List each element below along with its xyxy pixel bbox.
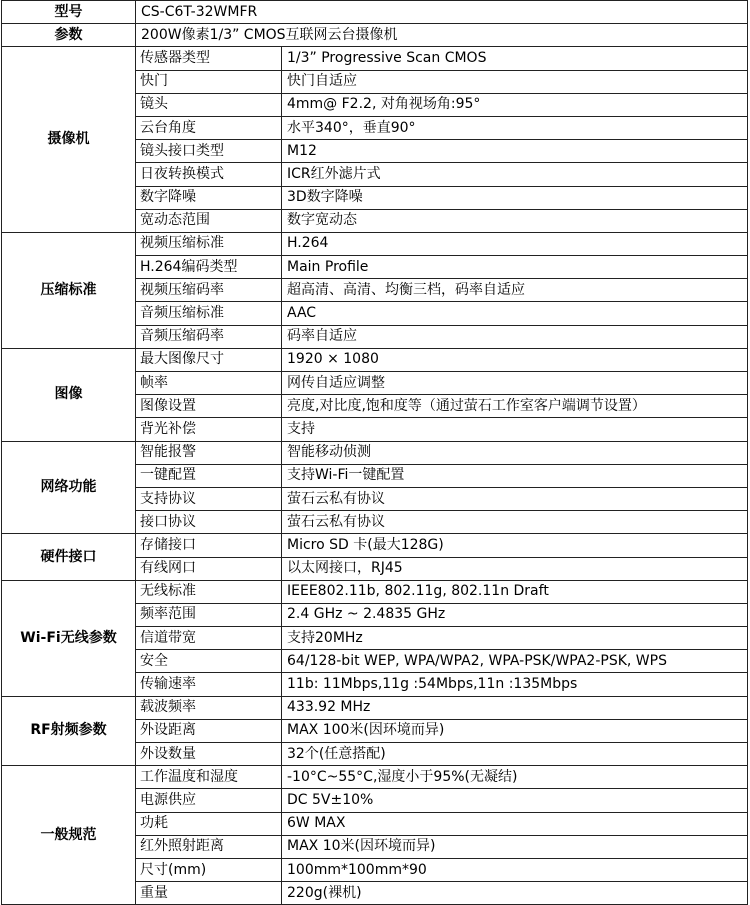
spec-value: M12 — [282, 140, 748, 163]
spec-value: 64/128-bit WEP, WPA/WPA2, WPA-PSK/WPA2-PSK, WPS — [282, 650, 748, 673]
spec-value: MAX 100米(因环境而异) — [282, 719, 748, 742]
spec-row — [2, 441, 748, 464]
spec-key: 最大图像尺寸 — [136, 348, 282, 371]
spec-key: 镜头接口类型 — [136, 140, 282, 163]
spec-key: 外设距离 — [136, 719, 282, 742]
spec-value: 支持20MHz — [282, 627, 748, 650]
spec-value: 100mm*100mm*90 — [282, 858, 748, 881]
spec-key: 接口协议 — [136, 511, 282, 534]
spec-value: 网传自适应调整 — [282, 372, 748, 395]
spec-key: 视频压缩码率 — [136, 279, 282, 302]
spec-key: 载波频率 — [136, 696, 282, 719]
spec-value: 433.92 MHz — [282, 696, 748, 719]
spec-key: 红外照射距离 — [136, 835, 282, 858]
spec-key: 一键配置 — [136, 464, 282, 487]
params-label: 参数 — [2, 24, 136, 47]
params-value: 200W像素1/3” CMOS互联网云台摄像机 — [136, 24, 748, 47]
spec-value: -10°C~55°C,湿度小于95%(无凝结) — [282, 766, 748, 789]
spec-row — [2, 232, 748, 255]
spec-value: 220g(裸机) — [282, 882, 748, 905]
spec-row — [2, 696, 748, 719]
spec-key: 存储接口 — [136, 534, 282, 557]
spec-value: 码率自适应 — [282, 325, 748, 348]
spec-key: 传感器类型 — [136, 47, 282, 70]
spec-value: 1/3” Progressive Scan CMOS — [282, 47, 748, 70]
spec-row — [2, 348, 748, 371]
spec-value: 支持Wi-Fi一键配置 — [282, 464, 748, 487]
section-title: 一般规范 — [2, 766, 136, 905]
spec-table — [1, 0, 748, 905]
spec-row — [2, 47, 748, 70]
section-title: 硬件接口 — [2, 534, 136, 580]
section-title: 图像 — [2, 348, 136, 441]
section-title: RF射频参数 — [2, 696, 136, 766]
spec-key: 数字降噪 — [136, 186, 282, 209]
spec-value: 以太网接口，RJ45 — [282, 557, 748, 580]
spec-row — [2, 580, 748, 603]
spec-key: 镜头 — [136, 93, 282, 116]
spec-value: 数字宽动态 — [282, 209, 748, 232]
section-title: 压缩标准 — [2, 232, 136, 348]
spec-key: 云台角度 — [136, 116, 282, 139]
spec-key: 音频压缩码率 — [136, 325, 282, 348]
spec-key: 帧率 — [136, 372, 282, 395]
spec-key: 安全 — [136, 650, 282, 673]
spec-value: 支持 — [282, 418, 748, 441]
section-title: 摄像机 — [2, 47, 136, 233]
spec-key: H.264编码类型 — [136, 256, 282, 279]
spec-key: 功耗 — [136, 812, 282, 835]
spec-key: 背光补偿 — [136, 418, 282, 441]
spec-value: ICR红外滤片式 — [282, 163, 748, 186]
spec-value: 6W MAX — [282, 812, 748, 835]
spec-key: 快门 — [136, 70, 282, 93]
spec-key: 频率范围 — [136, 603, 282, 626]
spec-key: 音频压缩标准 — [136, 302, 282, 325]
spec-row — [2, 766, 748, 789]
spec-key: 宽动态范围 — [136, 209, 282, 232]
model-label: 型号 — [2, 1, 136, 24]
spec-key: 重量 — [136, 882, 282, 905]
params-row — [2, 24, 748, 47]
spec-value: 智能移动侦测 — [282, 441, 748, 464]
model-value: CS-C6T-32WMFR — [136, 1, 748, 24]
spec-key: 日夜转换模式 — [136, 163, 282, 186]
section-title: 网络功能 — [2, 441, 136, 534]
spec-value: Main Profile — [282, 256, 748, 279]
spec-value: 32个(任意搭配) — [282, 743, 748, 766]
spec-key: 工作温度和湿度 — [136, 766, 282, 789]
spec-key: 尺寸(mm) — [136, 858, 282, 881]
spec-value: 1920 × 1080 — [282, 348, 748, 371]
spec-value: 超高清、高清、均衡三档，码率自适应 — [282, 279, 748, 302]
spec-key: 信道带宽 — [136, 627, 282, 650]
spec-table-body — [2, 1, 748, 905]
spec-value: MAX 10米(因环境而异) — [282, 835, 748, 858]
spec-row — [2, 534, 748, 557]
spec-value: 快门自适应 — [282, 70, 748, 93]
spec-value: 11b: 11Mbps,11g :54Mbps,11n :135Mbps — [282, 673, 748, 696]
spec-value: 亮度,对比度,饱和度等（通过萤石工作室客户端调节设置） — [282, 395, 748, 418]
spec-value: IEEE802.11b, 802.11g, 802.11n Draft — [282, 580, 748, 603]
spec-key: 传输速率 — [136, 673, 282, 696]
spec-key: 智能报警 — [136, 441, 282, 464]
spec-value: H.264 — [282, 232, 748, 255]
spec-key: 电源供应 — [136, 789, 282, 812]
spec-value: 2.4 GHz ~ 2.4835 GHz — [282, 603, 748, 626]
spec-value: Micro SD 卡(最大128G) — [282, 534, 748, 557]
spec-value: 水平340°，垂直90° — [282, 116, 748, 139]
spec-key: 外设数量 — [136, 743, 282, 766]
spec-value: AAC — [282, 302, 748, 325]
spec-value: 萤石云私有协议 — [282, 511, 748, 534]
spec-value: 萤石云私有协议 — [282, 487, 748, 510]
spec-key: 图像设置 — [136, 395, 282, 418]
section-title: Wi-Fi无线参数 — [2, 580, 136, 696]
model-row — [2, 1, 748, 24]
spec-key: 视频压缩标准 — [136, 232, 282, 255]
spec-value: 3D数字降噪 — [282, 186, 748, 209]
spec-key: 有线网口 — [136, 557, 282, 580]
spec-key: 无线标准 — [136, 580, 282, 603]
spec-value: 4mm@ F2.2, 对角视场角:95° — [282, 93, 748, 116]
spec-value: DC 5V±10% — [282, 789, 748, 812]
spec-key: 支持协议 — [136, 487, 282, 510]
